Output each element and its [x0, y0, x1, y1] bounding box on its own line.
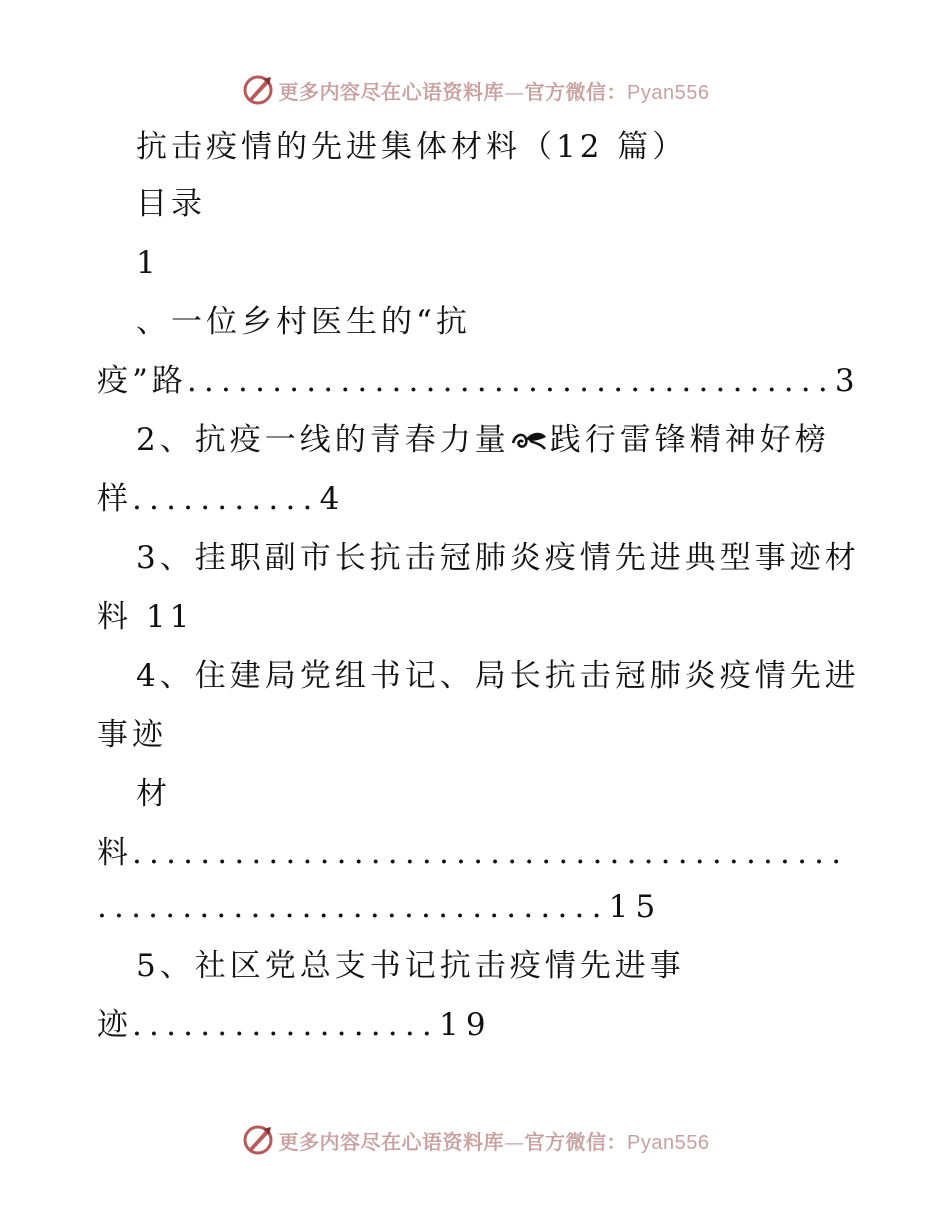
- toc-item-3-title: 3、挂职副市长抗击冠肺炎疫情先进典型事迹材: [136, 540, 860, 576]
- toc-item-4-title-last: 料: [97, 835, 132, 871]
- toc-item-2-title-end: 践行雷锋精神好榜: [549, 422, 830, 458]
- toc-item-4-continuation-2: 材: [136, 776, 171, 812]
- toc-item-4-continuation: 事迹: [97, 717, 167, 753]
- toc-item-5-continuation: [97, 1005, 493, 1045]
- toc-item-2-title-start: 2、抗疫一线的青春力量: [136, 422, 510, 458]
- toc-item-1-continuation: [97, 361, 862, 401]
- watermark-text: 更多内容尽在心语资料库—官方微信：Pyan556: [278, 79, 710, 104]
- toc-item-1-title-end: 疫”路: [97, 363, 187, 399]
- toc-item-2-leader: ...........4: [132, 481, 347, 517]
- toc-item-2-title-last: 样: [97, 481, 132, 517]
- toc-item-2: [136, 420, 830, 460]
- toc-item-4-leader-2: ..............................15: [97, 889, 663, 925]
- toc-item-4-continuation-3: [97, 833, 848, 873]
- swirl-ornament-icon: [510, 425, 550, 453]
- toc-item-3-continuation: 料 11: [97, 599, 194, 635]
- watermark-footer: [0, 1120, 950, 1160]
- quill-logo-icon: [241, 73, 275, 107]
- toc-item-1-title: 、一位乡村医生的“抗: [136, 304, 471, 340]
- toc-item-1-number: 1: [136, 245, 160, 281]
- quill-logo-icon: [241, 1123, 275, 1157]
- toc-heading: 目录: [136, 186, 206, 222]
- toc-item-5-title-last: 迹: [97, 1007, 132, 1043]
- toc-item-4-leader-1: ..........................................: [132, 835, 849, 871]
- toc-item-5-title: 5、社区党总支书记抗击疫情先进事: [136, 948, 685, 984]
- toc-item-5-leader: ..................19: [132, 1007, 493, 1043]
- watermark-header: [0, 70, 950, 110]
- document-title: 抗击疫情的先进集体材料（12 篇）: [136, 129, 688, 165]
- watermark-text: 更多内容尽在心语资料库—官方微信：Pyan556: [278, 1129, 710, 1154]
- toc-item-4-title: 4、住建局党组书记、局长抗击冠肺炎疫情先进: [136, 658, 860, 694]
- toc-item-2-continuation: [97, 479, 347, 519]
- toc-item-1-leader: ......................................3: [186, 363, 862, 399]
